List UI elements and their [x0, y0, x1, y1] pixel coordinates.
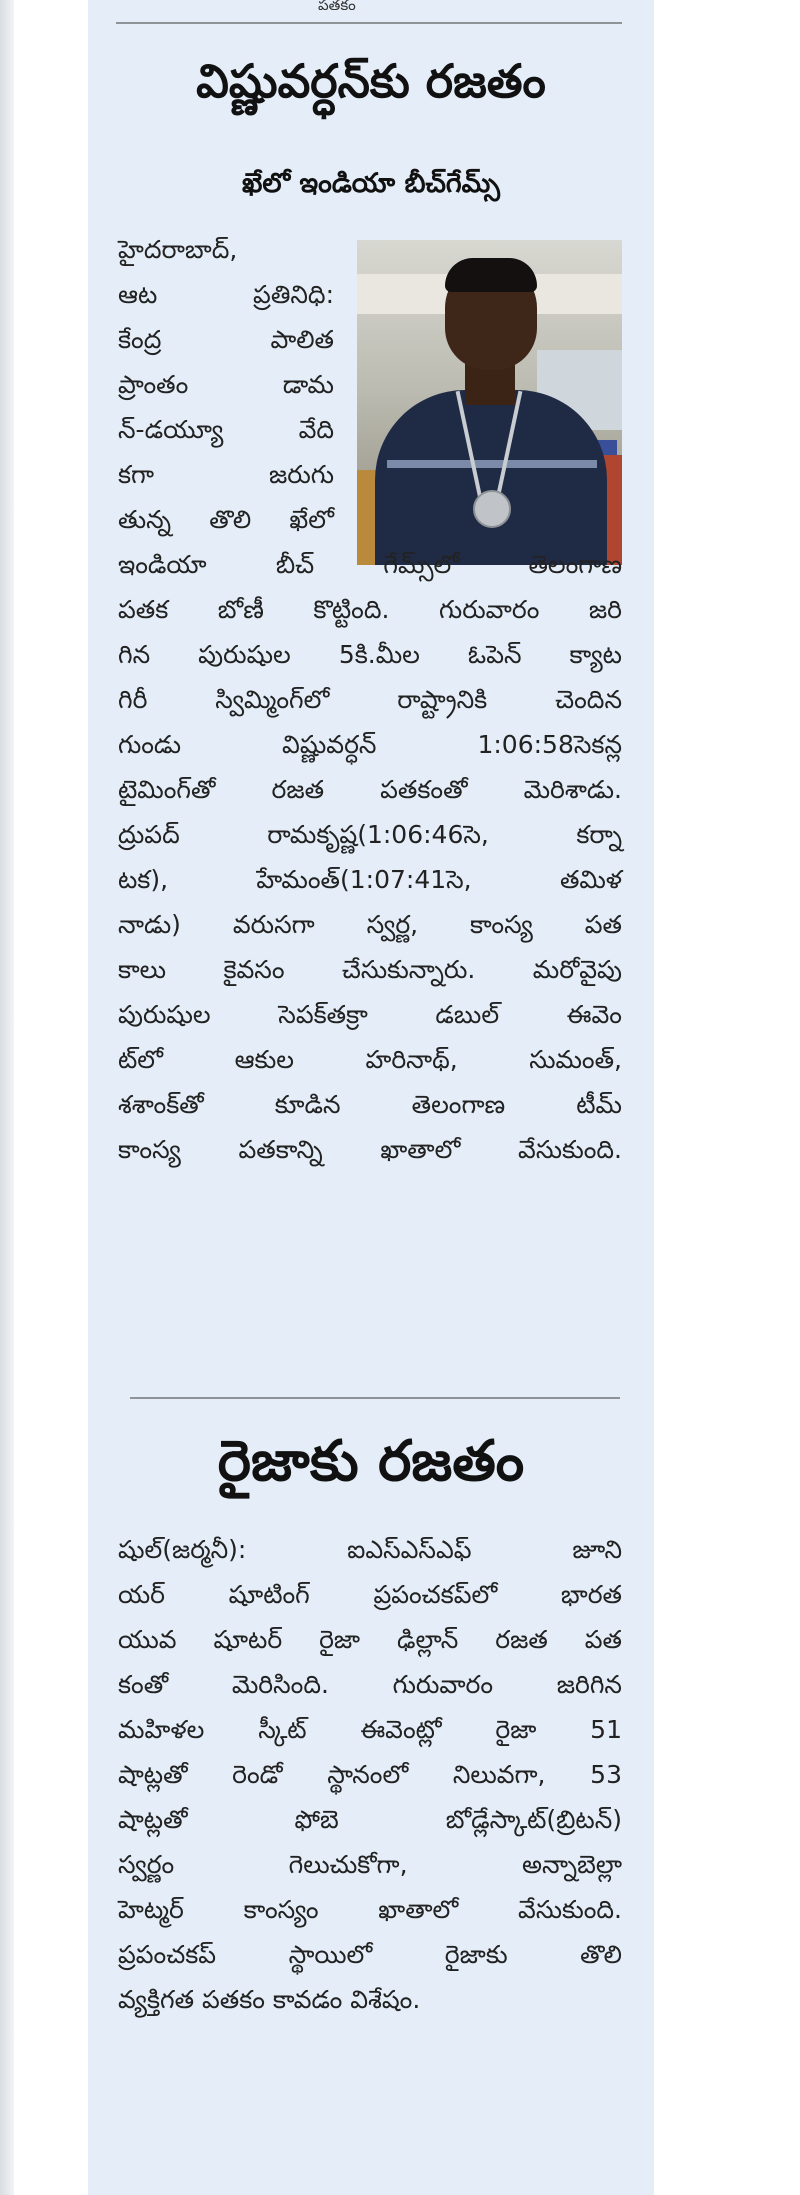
- article1-text-line: ప్రాంతం డామ: [118, 370, 334, 399]
- article2-text-line: మహిళల స్కీట్ ఈవెంట్లో రైజా 51: [118, 1715, 622, 1744]
- article2-text-line: యర్ షూటింగ్ ప్రపంచకప్‌లో భారత: [118, 1580, 622, 1609]
- article1-text-line: టైమింగ్‌తో రజత పతకంతో మెరిశాడు.: [118, 775, 622, 804]
- article1-subheadline: ఖేలో ఇండియా బీచ్‌గేమ్స్‌: [241, 168, 501, 199]
- article1-text-line: గిన పురుషుల 5కి.మీల ఓపెన్ క్యాట: [118, 640, 622, 669]
- article2-text-line: షాట్లతో ఫోబె బోడ్లేస్కాట్(బ్రిటన్): [118, 1805, 622, 1834]
- article1-text-line: ద్రుపద్ రామకృష్ణ(1:06:46సె, కర్నా: [118, 820, 622, 849]
- article1-text-line: నాడు) వరుసగా స్వర్ణ, కాంస్య పత: [118, 910, 622, 939]
- article1-text-line: తున్న తొలి ఖేలో: [118, 505, 334, 534]
- article1-headline: విష్ణువర్ధన్‌కు రజతం: [196, 54, 546, 108]
- athlete-hair: [445, 258, 537, 292]
- medal-icon: [473, 490, 511, 528]
- article2-text-line: షాట్లతో రెండో స్థానంలో నిలువగా, 53: [118, 1760, 622, 1789]
- section-divider-top: [116, 22, 622, 24]
- article1-text-line: న్‌-డయ్యూ వేది: [118, 415, 334, 444]
- article1-text-line: శశాంక్‌తో కూడిన తెలంగాణ టీమ్: [118, 1090, 622, 1119]
- article2-text-line: యువ షూటర్ రైజా ఢిల్లాన్ రజత పత: [118, 1625, 622, 1654]
- article2-text-line: ప్రపంచకప్ స్థాయిలో రైజాకు తొలి: [118, 1940, 622, 1969]
- article1-text-line: పతక బోణీ కొట్టింది. గురువారం జరి: [118, 595, 622, 624]
- jacket-stripe: [387, 460, 597, 468]
- article1-text-line: కేంద్ర పాలిత: [118, 325, 334, 354]
- article2-text-line: హెట్మర్ కాంస్యం ఖాతాలో వేసుకుంది.: [118, 1895, 622, 1924]
- article1-text-line: గిరీ స్విమ్మింగ్‌లో రాష్ట్రానికి చెందిన: [118, 685, 622, 714]
- article1-text-line: హైదరాబాద్,: [118, 235, 238, 264]
- article1-text-line: కాంస్య పతకాన్ని ఖాతాలో వేసుకుంది.: [118, 1135, 622, 1164]
- article1-text-line: గుండు విష్ణువర్ధన్ 1:06:58సెకన్ల: [118, 730, 622, 759]
- article1-text-line: టక), హేమంత్(1:07:41సె, తమిళ: [118, 865, 622, 894]
- page-edge: [0, 0, 14, 2195]
- article1-text-line: ఆట ప్రతినిధి:: [118, 280, 334, 309]
- cropped-previous-text: పతకం: [318, 0, 356, 10]
- article1-text-line: కగా జరుగు: [118, 460, 334, 489]
- article2-text-line: షుల్(జర్మనీ): ఐఎస్ఎస్‌ఎఫ్ జూని: [118, 1535, 622, 1564]
- article2-headline: రైజాకు రజతం: [217, 1429, 525, 1494]
- athlete-photo: [357, 240, 622, 565]
- article1-text-line: పురుషుల సెపక్‌తక్రా డబుల్ ఈవెం: [118, 1000, 622, 1029]
- section-divider: [130, 1397, 620, 1399]
- article2-text-line: కంతో మెరిసింది. గురువారం జరిగిన: [118, 1670, 622, 1699]
- article2-text-line: వ్యక్తిగత పతకం కావడం విశేషం.: [118, 1985, 421, 2014]
- article2-text-line: స్వర్ణం గెలుచుకోగా, అన్నాబెల్లా: [118, 1850, 622, 1879]
- athlete-jacket: [375, 390, 607, 565]
- article1-text-line: ఇండియా బీచ్ గేమ్స్‌లో తెలంగాణ: [118, 550, 622, 579]
- article1-text-line: కాలు కైవసం చేసుకున్నారు. మరోవైపు: [118, 955, 622, 984]
- article1-text-line: ట్‌లో ఆకుల హరినాథ్, సుమంత్,: [118, 1045, 622, 1074]
